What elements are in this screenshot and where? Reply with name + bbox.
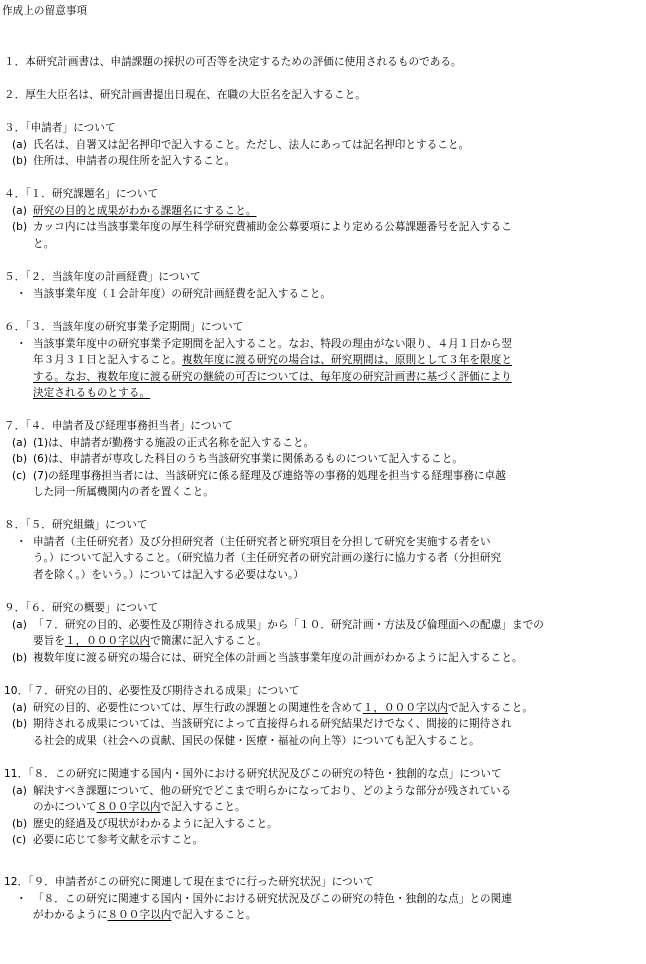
section-heading: 12．「９．申請者がこの研究に関連して現在までに行った研究状況」について: [4, 876, 374, 888]
text-segment: る社会的成果（社会への貢献、国民の保健・医療・福祉の向上等）についても記入すること。: [33, 734, 480, 747]
item-marker: (a): [12, 138, 27, 151]
item-marker: (c): [12, 469, 27, 482]
item-text-line: [33, 568, 304, 582]
item-text-line: [33, 651, 523, 665]
item-text-line: [33, 485, 214, 499]
underlined-text: １，０００字以内: [362, 701, 448, 714]
text-segment: した同一所属機関内の者を置くこと。: [33, 486, 214, 498]
text-segment: 当該事業年度中の研究事業予定期間を記入すること。なお、特段の理由がない限り、４月１日から翌: [33, 337, 512, 350]
text-segment: 申請者（主任研究者）及び分担研究者（主任研究者と研究項目を分担して研究を実施する者をい: [33, 535, 491, 548]
item-text-line: [33, 551, 501, 565]
text-segment: で簡潔に記入すること。: [150, 635, 268, 647]
text-segment: 研究の目的、必要性については、厚生行政の課題との関連性を含めて: [33, 701, 363, 714]
item-text-line: [33, 701, 533, 715]
section-heading: ３．「申請者」について: [4, 122, 116, 134]
item-text-line: [33, 353, 512, 367]
section-heading: ９．「６．研究の概要」について: [4, 602, 159, 614]
item-text-line: [33, 892, 512, 906]
item-marker: (a): [12, 436, 27, 449]
text-segment: 必要に応じて参考文献を示すこと。: [33, 834, 204, 846]
text-segment: (7)の経理事務担当者には、当該研究に係る経理及び連絡等の事務的処理を担当する経理事務に卓越: [33, 469, 506, 482]
item-marker: (b): [12, 817, 28, 830]
item-text-line: [33, 908, 257, 922]
item-marker: (b): [12, 155, 28, 167]
text-segment: で記入すること。: [447, 701, 534, 714]
item-marker: (a): [12, 618, 27, 631]
text-segment: 当該事業年度（１会計年度）の研究計画経費を記入すること。: [33, 287, 332, 300]
text-segment: がわかるように: [33, 909, 108, 921]
text-segment: 歴史的経過及び現状がわかるように記入すること。: [33, 817, 278, 830]
underlined-text: ８００字以内: [107, 909, 172, 921]
text-segment: う。）について記入すること。（研究協力者（主任研究者の研究計画の遂行に協力する者（分担研究: [33, 552, 502, 564]
underlined-text: ８００字以内: [96, 801, 161, 813]
section-heading: ２．厚生大臣名は、研究計画書提出日現在、在職の大臣名を記入すること。: [4, 89, 366, 101]
item-text-line: [33, 204, 257, 218]
item-marker: (a): [12, 204, 27, 217]
text-segment: カッコ内には当該事業年度の厚生科学研究費補助金公募要項により定める公募課題番号を記入するこ: [33, 221, 512, 233]
item-text-line: [33, 535, 491, 549]
text-segment: (6)は、申請者が専攻した科目のうち当該研究事業に関係あるものについて記入すること。: [33, 453, 464, 465]
item-text-line: [33, 138, 469, 152]
text-segment: 複数年度に渡る研究の場合には、研究全体の計画と当該事業年度の計画がわかるように記入すること。: [33, 651, 523, 664]
item-marker: ・: [16, 287, 27, 300]
item-text-line: [33, 833, 203, 847]
text-segment: 期待される成果については、当該研究によって直接得られる研究結果だけでなく、間接的に期待され: [33, 718, 512, 730]
item-text-line: [33, 287, 331, 301]
section-heading: ６．「３．当該年度の研究事業予定期間」について: [4, 321, 244, 333]
item-marker: (b): [12, 718, 28, 730]
section-heading: ８．「５．研究組織」について: [4, 519, 148, 531]
item-text-line: [33, 800, 246, 814]
item-marker: ・: [16, 337, 27, 350]
text-segment: のかについて: [33, 801, 97, 813]
underlined-text: １，０００字以内: [64, 635, 151, 647]
text-segment: 住所は、申請者の現住所を記入すること。: [33, 155, 236, 167]
underlined-text: 研究の目的と成果がわかる課題名にすること。: [33, 204, 257, 217]
section-heading: ５．「２．当該年度の計画経費」について: [4, 271, 201, 283]
item-marker: (a): [12, 701, 27, 714]
page-title: 作成上の留意事項: [2, 5, 88, 17]
section-heading: 10．「７．研究の目的、必要性及び期待される成果」について: [4, 685, 300, 697]
item-marker: (a): [12, 784, 27, 797]
item-text-line: [33, 386, 150, 400]
item-marker: ・: [16, 892, 27, 905]
item-text-line: [33, 784, 511, 798]
item-text-line: [33, 717, 512, 731]
text-segment: 「８．この研究に関連する国内・国外における研究状況及びこの研究の特色・独創的な点」との関連: [33, 892, 512, 905]
item-marker: (c): [12, 834, 27, 846]
text-segment: と。: [33, 237, 55, 250]
item-text-line: [33, 817, 278, 831]
text-segment: 「７．研究の目的、必要性及び期待される成果」から「１０．研究計画・方法及び倫理面への配慮」までの: [33, 618, 544, 631]
text-segment: 年３月３１日と記入すること。: [33, 354, 183, 366]
item-text-line: [33, 618, 544, 632]
item-text-line: [33, 220, 512, 234]
item-text-line: [33, 469, 506, 483]
text-segment: 要旨を: [33, 635, 65, 647]
item-text-line: [33, 237, 54, 251]
text-segment: で記入すること。: [171, 909, 257, 921]
underlined-text: 複数年度に渡る研究の場合は、研究期間は、原則として３年を限度と: [182, 354, 512, 366]
section-heading: ７．「４．申請者及び経理事務担当者」について: [4, 420, 233, 432]
item-text-line: [33, 734, 480, 748]
text-segment: (1)は、申請者が勤務する施設の正式名称を記入すること。: [33, 436, 315, 449]
text-segment: 解決すべき課題について、他の研究でどこまで明らかになっており、どのような部分が残されている: [33, 784, 512, 797]
item-marker: (b): [12, 221, 28, 233]
item-text-line: [33, 154, 235, 168]
item-marker: ・: [16, 535, 27, 548]
item-marker: (b): [12, 651, 28, 664]
text-segment: 氏名は、自署又は記名押印で記入すること。ただし、法人にあっては記名押印とすること。: [33, 138, 470, 151]
underlined-text: 決定されるものとする。: [33, 387, 151, 399]
item-marker: (b): [12, 453, 28, 465]
section-heading: １．本研究計画書は、申請課題の採択の可否等を決定するための評価に使用されるものである。: [4, 56, 462, 68]
item-text-line: [33, 337, 512, 351]
underlined-text: する。なお、複数年度に渡る研究の継続の可否については、毎年度の研究計画書に基づく評価により: [33, 370, 512, 383]
item-text-line: [33, 436, 314, 450]
text-segment: 者を除く。）をいう。）については記入する必要はない。）: [33, 568, 305, 581]
item-text-line: [33, 634, 267, 648]
section-heading: 11．「８．この研究に関連する国内・国外における研究状況及びこの研究の特色・独創的な点」について: [4, 768, 502, 780]
section-heading: ４．「１．研究課題名」について: [4, 188, 159, 200]
text-segment: で記入すること。: [160, 801, 246, 813]
item-text-line: [33, 452, 463, 466]
item-text-line: [33, 370, 512, 384]
